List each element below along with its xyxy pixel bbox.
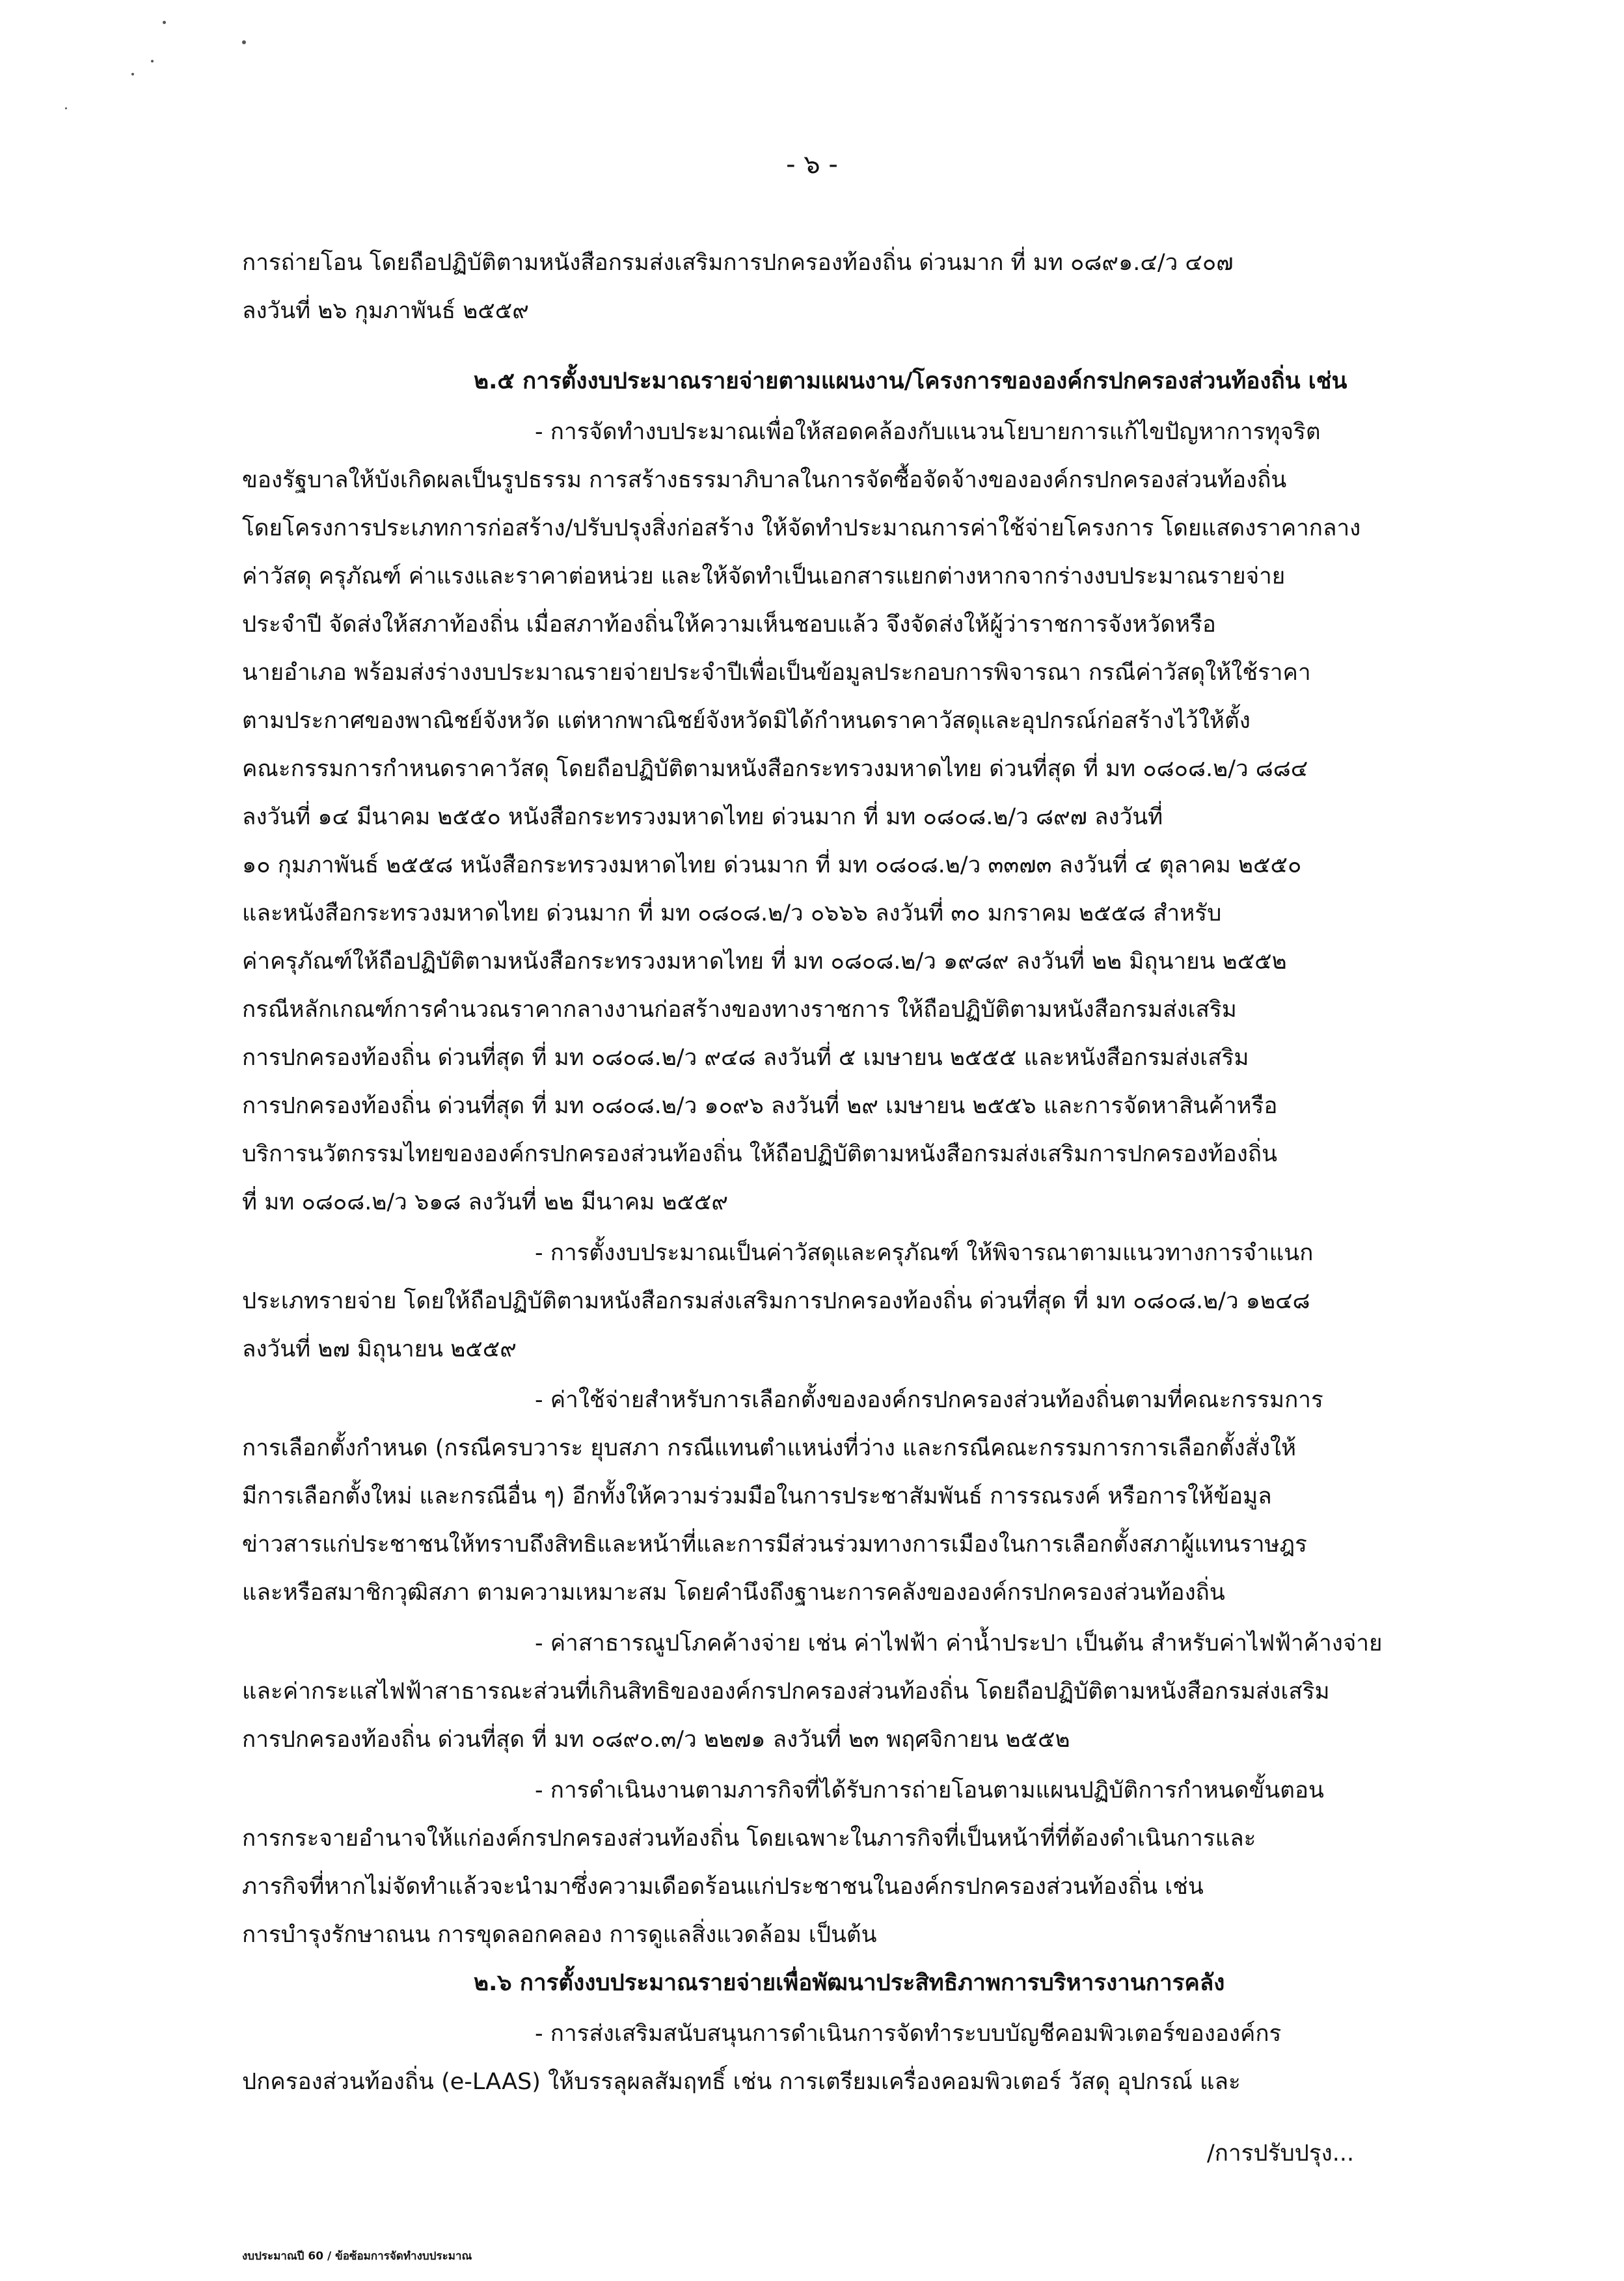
body-line: คณะกรรมการกำหนดราคาวัสดุ โดยถือปฏิบัติตามหนังสือกระทรวงมหาดไทย ด่วนที่สุด ที่ มท ๐๘๐๘.๒/ว ๘๘๔ xyxy=(242,756,1308,782)
body-line: การปกครองท้องถิ่น ด่วนที่สุด ที่ มท ๐๘๐๘.๒/ว ๙๔๘ ลงวันที่ ๕ เมษายน ๒๕๕๕ และหนังสือกรมส่งเสริม xyxy=(242,1045,1249,1071)
section-heading: ๒.๖ การตั้งงบประมาณรายจ่ายเพื่อพัฒนาประสิทธิภาพการบริหารงานการคลัง xyxy=(474,1970,1225,1996)
body-line: ตามประกาศของพาณิชย์จังหวัด แต่หากพาณิชย์จังหวัดมิได้กำหนดราคาวัสดุและอุปกรณ์ก่อสร้างไว้ให้ตั้ง xyxy=(242,708,1251,734)
section-heading: ๒.๕ การตั้งงบประมาณรายจ่ายตามแผนงาน/โครงการขององค์กรปกครองส่วนท้องถิ่น เช่น xyxy=(474,368,1347,394)
body-line: ภารกิจที่หากไม่จัดทำแล้วจะนำมาซึ่งความเดือดร้อนแก่ประชาชนในองค์กรปกครองส่วนท้องถิ่น เช่น xyxy=(242,1874,1204,1900)
body-line: และหนังสือกระทรวงมหาดไทย ด่วนมาก ที่ มท ๐๘๐๘.๒/ว ๐๖๖๖ ลงวันที่ ๓๐ มกราคม ๒๕๕๘ สำหรับ xyxy=(242,900,1222,926)
body-line: ประจำปี จัดส่งให้สภาท้องถิ่น เมื่อสภาท้องถิ่นให้ความเห็นชอบแล้ว จึงจัดส่งให้ผู้ว่าราชการจังหวัดหรือ xyxy=(242,612,1216,638)
body-line: ที่ มท ๐๘๐๘.๒/ว ๖๑๘ ลงวันที่ ๒๒ มีนาคม ๒๕๕๙ xyxy=(242,1189,729,1215)
body-line: ลงวันที่ ๒๖ กุมภาพันธ์ ๒๕๕๙ xyxy=(242,298,529,324)
body-line: ค่าวัสดุ ครุภัณฑ์ ค่าแรงและราคาต่อหน่วย และให้จัดทำเป็นเอกสารแยกต่างหากจากร่างงบประมาณรายจ่าย xyxy=(242,563,1286,589)
body-line: ๑๐ กุมภาพันธ์ ๒๕๕๘ หนังสือกระทรวงมหาดไทย ด่วนมาก ที่ มท ๐๘๐๘.๒/ว ๓๓๗๓ ลงวันที่ ๔ ตุลาคม ๒๕๕๐ xyxy=(242,852,1302,878)
body-line: ประเภทรายจ่าย โดยให้ถือปฏิบัติตามหนังสือกรมส่งเสริมการปกครองท้องถิ่น ด่วนที่สุด ที่ มท ๐๘๐๘.๒/ว ๑๒๔๘ xyxy=(242,1288,1310,1314)
body-line: ของรัฐบาลให้บังเกิดผลเป็นรูปธรรม การสร้างธรรมาภิบาลในการจัดซื้อจัดจ้างขององค์กรปกครองส่วนท้องถิ่น xyxy=(242,467,1287,493)
body-line: ค่าครุภัณฑ์ให้ถือปฏิบัติตามหนังสือกระทรวงมหาดไทย ที่ มท ๐๘๐๘.๒/ว ๑๙๘๙ ลงวันที่ ๒๒ มิถุนายน ๒๕๕๒ xyxy=(242,949,1287,975)
body-line: และค่ากระแสไฟฟ้าสาธารณะส่วนที่เกินสิทธิขององค์กรปกครองส่วนท้องถิ่น โดยถือปฏิบัติตามหนังสือกรมส่งเสริม xyxy=(242,1679,1330,1705)
body-line: กรณีหลักเกณฑ์การคำนวณราคากลางงานก่อสร้างของทางราชการ ให้ถือปฏิบัติตามหนังสือกรมส่งเสริม xyxy=(242,997,1237,1023)
body-line: ข่าวสารแก่ประชาชนให้ทราบถึงสิทธิและหน้าที่และการมีส่วนร่วมทางการเมืองในการเลือกตั้งสภาผู้แทนราษฎร xyxy=(242,1532,1307,1558)
scan-speck xyxy=(163,21,166,24)
scan-speck xyxy=(242,40,246,44)
body-line: ปกครองส่วนท้องถิ่น (e-LAAS) ให้บรรลุผลสัมฤทธิ์ เช่น การเตรียมเครื่องคอมพิวเตอร์ วัสดุ อุปกรณ์ และ xyxy=(242,2069,1241,2095)
body-line: การถ่ายโอน โดยถือปฏิบัติตามหนังสือกรมส่งเสริมการปกครองท้องถิ่น ด่วนมาก ที่ มท ๐๘๙๑.๔/ว ๔๐๗ xyxy=(242,250,1234,276)
body-line: และหรือสมาชิกวุฒิสภา ตามความเหมาะสม โดยคำนึงถึงฐานะการคลังขององค์กรปกครองส่วนท้องถิ่น xyxy=(242,1580,1225,1606)
body-line: การปกครองท้องถิ่น ด่วนที่สุด ที่ มท ๐๘๐๘.๒/ว ๑๐๙๖ ลงวันที่ ๒๙ เมษายน ๒๕๕๖ และการจัดหาสินค้าหรือ xyxy=(242,1093,1278,1119)
continuation-note: /การปรับปรุง... xyxy=(1207,2140,1355,2166)
body-line: - การดำเนินงานตามภารกิจที่ได้รับการถ่ายโอนตามแผนปฏิบัติการกำหนดขั้นตอน xyxy=(535,1777,1324,1803)
body-line: โดยโครงการประเภทการก่อสร้าง/ปรับปรุงสิ่งก่อสร้าง ให้จัดทำประมาณการค่าใช้จ่ายโครงการ โดยแสดงราคากลาง xyxy=(242,515,1361,541)
body-line: การบำรุงรักษาถนน การขุดลอกคลอง การดูแลสิ่งแวดล้อม เป็นต้น xyxy=(242,1922,877,1948)
scan-speck xyxy=(131,73,134,75)
scan-speck xyxy=(65,107,67,109)
body-line: การกระจายอำนาจให้แก่องค์กรปกครองส่วนท้องถิ่น โดยเฉพาะในภารกิจที่เป็นหน้าที่ที่ต้องดำเนินการและ xyxy=(242,1826,1256,1852)
body-line: - การจัดทำงบประมาณเพื่อให้สอดคล้องกับแนวนโยบายการแก้ไขปัญหาการทุจริต xyxy=(535,419,1321,445)
body-line: การเลือกตั้งกำหนด (กรณีครบวาระ ยุบสภา กรณีแทนตำแหน่งที่ว่าง และกรณีคณะกรรมการการเลือกตั้งสั่งให้ xyxy=(242,1435,1297,1461)
body-line: - การตั้งงบประมาณเป็นค่าวัสดุและครุภัณฑ์ ให้พิจารณาตามแนวทางการจำแนก xyxy=(535,1240,1314,1266)
page-footer: งบประมาณปี 60 / ข้อซ้อมการจัดทำงบประมาณ xyxy=(242,2250,472,2263)
body-line: นายอำเภอ พร้อมส่งร่างงบประมาณรายจ่ายประจำปีเพื่อเป็นข้อมูลประกอบการพิจารณา กรณีค่าวัสดุให้ใช้ราคา xyxy=(242,660,1311,686)
body-line: ลงวันที่ ๑๔ มีนาคม ๒๕๕๐ หนังสือกระทรวงมหาดไทย ด่วนมาก ที่ มท ๐๘๐๘.๒/ว ๘๙๗ ลงวันที่ xyxy=(242,804,1163,830)
body-line: - การส่งเสริมสนับสนุนการดำเนินการจัดทำระบบบัญชีคอมพิวเตอร์ขององค์กร xyxy=(535,2021,1282,2047)
body-line: บริการนวัตกรรมไทยขององค์กรปกครองส่วนท้องถิ่น ให้ถือปฏิบัติตามหนังสือกรมส่งเสริมการปกครองท้องถิ่น xyxy=(242,1141,1277,1167)
page-number: - ๖ - xyxy=(786,150,838,180)
scan-speck xyxy=(151,60,154,62)
body-line: - ค่าใช้จ่ายสำหรับการเลือกตั้งขององค์กรปกครองส่วนท้องถิ่นตามที่คณะกรรมการ xyxy=(535,1387,1323,1413)
body-line: มีการเลือกตั้งใหม่ และกรณีอื่น ๆ) อีกทั้งให้ความร่วมมือในการประชาสัมพันธ์ การรณรงค์ หรือการให้ข้อมูล xyxy=(242,1483,1272,1509)
body-line: การปกครองท้องถิ่น ด่วนที่สุด ที่ มท ๐๘๙๐.๓/ว ๒๒๗๑ ลงวันที่ ๒๓ พฤศจิกายน ๒๕๕๒ xyxy=(242,1727,1070,1753)
body-line: ลงวันที่ ๒๗ มิถุนายน ๒๕๕๙ xyxy=(242,1336,517,1362)
body-line: - ค่าสาธารณูปโภคค้างจ่าย เช่น ค่าไฟฟ้า ค่าน้ำประปา เป็นต้น สำหรับค่าไฟฟ้าค้างจ่าย xyxy=(535,1630,1383,1656)
